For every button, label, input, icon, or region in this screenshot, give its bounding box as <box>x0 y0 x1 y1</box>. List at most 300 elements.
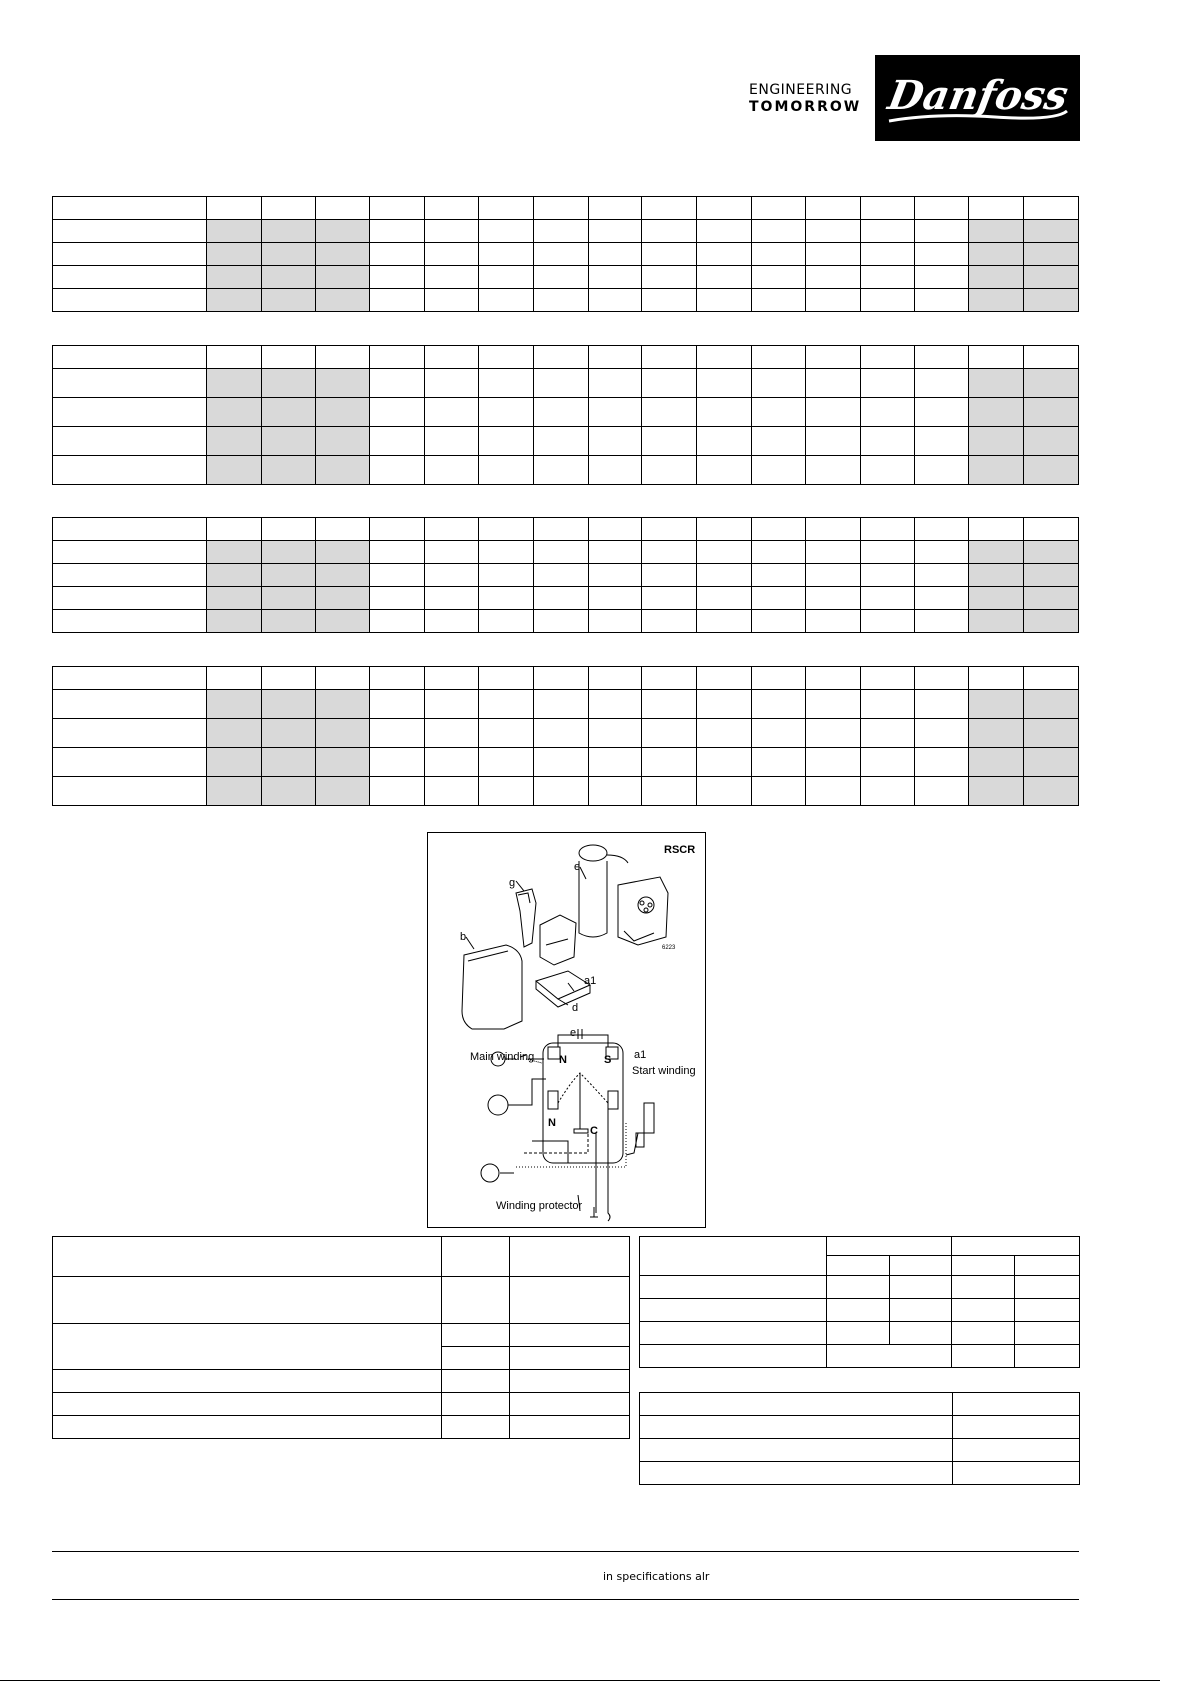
table-cell <box>752 667 806 690</box>
table-cell <box>206 197 261 220</box>
table-cell <box>478 587 533 610</box>
table-cell <box>697 369 752 398</box>
table-cell <box>860 220 915 243</box>
table-cell <box>425 541 479 564</box>
table-cell <box>425 197 479 220</box>
label-d: d <box>572 1002 579 1014</box>
table-cell <box>533 456 588 485</box>
table-cell <box>533 346 588 369</box>
table-cell <box>53 777 207 806</box>
table-cell <box>860 266 915 289</box>
table-cell <box>752 346 806 369</box>
table-cell <box>969 289 1024 312</box>
table-cell <box>315 748 370 777</box>
table-row <box>53 564 1079 587</box>
table-cell <box>206 564 261 587</box>
table-cell <box>588 346 642 369</box>
table-cell <box>969 220 1024 243</box>
table-cell <box>425 243 479 266</box>
table-cell <box>588 243 642 266</box>
table-cell <box>315 719 370 748</box>
table-cell <box>261 587 315 610</box>
table-cell <box>860 777 915 806</box>
table-cell <box>805 243 860 266</box>
table-row <box>53 748 1079 777</box>
table-cell <box>478 369 533 398</box>
table-row <box>53 719 1079 748</box>
table-cell <box>478 346 533 369</box>
table-cell <box>697 266 752 289</box>
table-cell <box>1024 667 1079 690</box>
table-cell <box>915 748 969 777</box>
table-cell <box>588 398 642 427</box>
table-cell <box>752 243 806 266</box>
table-cell <box>588 667 642 690</box>
table-cell <box>370 667 425 690</box>
table-cell <box>805 690 860 719</box>
table-row <box>53 398 1079 427</box>
table-cell <box>261 427 315 456</box>
table-cell <box>752 777 806 806</box>
table-cell <box>53 289 207 312</box>
table-cell <box>370 748 425 777</box>
table-cell <box>315 346 370 369</box>
table-cell <box>533 587 588 610</box>
table-cell <box>206 243 261 266</box>
table-cell <box>478 220 533 243</box>
table-row <box>53 777 1079 806</box>
table-cell <box>697 456 752 485</box>
terminal-n-top: N <box>559 1054 567 1066</box>
table-cell <box>588 564 642 587</box>
table-cell <box>588 610 642 633</box>
table-cell <box>425 220 479 243</box>
table-cell <box>860 398 915 427</box>
table-cell <box>588 369 642 398</box>
table-cell <box>533 777 588 806</box>
table-cell <box>805 369 860 398</box>
table-cell <box>478 427 533 456</box>
table-cell <box>588 587 642 610</box>
table-cell <box>206 748 261 777</box>
table-row <box>53 518 1079 541</box>
table-cell <box>206 427 261 456</box>
label-g: g <box>509 877 516 889</box>
table-cell <box>588 541 642 564</box>
table-cell <box>752 456 806 485</box>
table-cell <box>642 197 697 220</box>
table-cell <box>370 690 425 719</box>
table-cell <box>915 197 969 220</box>
table-cell <box>642 690 697 719</box>
table-cell <box>805 518 860 541</box>
table-cell <box>1024 289 1079 312</box>
table-cell <box>1024 587 1079 610</box>
table-cell <box>53 748 207 777</box>
table-cell <box>206 398 261 427</box>
table-cell <box>805 719 860 748</box>
table-cell <box>642 289 697 312</box>
table-cell <box>206 777 261 806</box>
table-cell <box>425 748 479 777</box>
terminal-c: C <box>590 1125 598 1137</box>
table-cell <box>915 667 969 690</box>
table-cell <box>478 243 533 266</box>
table-cell <box>261 346 315 369</box>
table-cell <box>533 541 588 564</box>
table-cell <box>805 289 860 312</box>
table-cell <box>206 690 261 719</box>
table-cell <box>752 748 806 777</box>
table-cell <box>425 610 479 633</box>
table-cell <box>805 197 860 220</box>
table-cell <box>315 398 370 427</box>
table-cell <box>915 777 969 806</box>
table-cell <box>752 587 806 610</box>
table-cell <box>805 398 860 427</box>
table-cell <box>533 564 588 587</box>
table-cell <box>805 427 860 456</box>
table-cell <box>860 197 915 220</box>
table-cell <box>588 266 642 289</box>
table-cell <box>315 243 370 266</box>
table-cell <box>1024 777 1079 806</box>
table-cell <box>315 456 370 485</box>
table-cell <box>370 719 425 748</box>
table-cell <box>588 289 642 312</box>
table-cell <box>1024 518 1079 541</box>
brand-tagline <box>749 82 861 116</box>
table-cell <box>805 777 860 806</box>
table-cell <box>425 369 479 398</box>
table-cell <box>478 690 533 719</box>
table-row <box>53 690 1079 719</box>
table-cell <box>370 456 425 485</box>
wiring-diagram-figure <box>427 832 706 1228</box>
table-cell <box>588 690 642 719</box>
table-cell <box>206 587 261 610</box>
table-cell <box>642 220 697 243</box>
table-cell <box>53 398 207 427</box>
table-cell <box>370 220 425 243</box>
table-cell <box>261 398 315 427</box>
table-cell <box>752 518 806 541</box>
table-row <box>53 587 1079 610</box>
table-cell <box>642 610 697 633</box>
table-cell <box>1024 541 1079 564</box>
label-a1-mid: a1 <box>634 1049 647 1061</box>
table-cell <box>969 690 1024 719</box>
table-cell <box>478 719 533 748</box>
table-row <box>53 197 1079 220</box>
table-cell <box>752 610 806 633</box>
table-row <box>53 456 1079 485</box>
table-cell <box>697 398 752 427</box>
data-table-1 <box>52 196 1079 312</box>
table-cell <box>697 346 752 369</box>
table-cell <box>805 748 860 777</box>
table-cell <box>642 777 697 806</box>
table-cell <box>370 587 425 610</box>
table-cell <box>206 289 261 312</box>
table-cell <box>370 610 425 633</box>
table-row <box>53 220 1079 243</box>
table-cell <box>860 667 915 690</box>
table-cell <box>533 197 588 220</box>
table-cell <box>752 398 806 427</box>
data-table-2 <box>52 345 1079 485</box>
table-cell <box>53 610 207 633</box>
table-cell <box>915 243 969 266</box>
table-cell <box>752 427 806 456</box>
table-cell <box>969 667 1024 690</box>
table-cell <box>370 197 425 220</box>
label-a1-top: a1 <box>584 975 597 987</box>
table-cell <box>588 518 642 541</box>
table-cell <box>752 220 806 243</box>
table-cell <box>315 690 370 719</box>
table-cell <box>1024 610 1079 633</box>
table-cell <box>860 610 915 633</box>
table-cell <box>315 518 370 541</box>
table-cell <box>53 564 207 587</box>
table-cell <box>315 777 370 806</box>
table-cell <box>969 266 1024 289</box>
table-cell <box>53 266 207 289</box>
table-cell <box>425 777 479 806</box>
table-cell <box>533 369 588 398</box>
data-table-4 <box>52 666 1079 806</box>
table-cell <box>969 518 1024 541</box>
table-cell <box>915 456 969 485</box>
table-cell <box>370 346 425 369</box>
table-cell <box>752 719 806 748</box>
table-cell <box>53 369 207 398</box>
table-cell <box>533 518 588 541</box>
table-cell <box>53 690 207 719</box>
table-cell <box>969 427 1024 456</box>
table-cell <box>425 456 479 485</box>
table-cell <box>805 266 860 289</box>
table-cell <box>315 541 370 564</box>
table-cell <box>642 369 697 398</box>
terminal-n-bottom: N <box>548 1117 556 1129</box>
table-cell <box>915 266 969 289</box>
table-row <box>53 289 1079 312</box>
table-cell <box>261 243 315 266</box>
table-cell <box>478 518 533 541</box>
table-cell <box>969 564 1024 587</box>
tagline-line-2: TOMORROW <box>749 99 862 115</box>
table-cell <box>969 398 1024 427</box>
table-row <box>53 266 1079 289</box>
table-cell <box>860 541 915 564</box>
table-cell <box>261 541 315 564</box>
table-cell <box>915 518 969 541</box>
table-cell <box>261 518 315 541</box>
table-cell <box>969 748 1024 777</box>
table-cell <box>1024 369 1079 398</box>
table-row <box>53 369 1079 398</box>
table-cell <box>969 456 1024 485</box>
table-cell <box>533 266 588 289</box>
table-cell <box>697 289 752 312</box>
table-cell <box>915 610 969 633</box>
table-cell <box>969 587 1024 610</box>
table-cell <box>1024 427 1079 456</box>
table-cell <box>261 748 315 777</box>
table-cell <box>752 564 806 587</box>
table-cell <box>533 398 588 427</box>
table-cell <box>805 456 860 485</box>
bottom-right-table-2 <box>639 1392 1080 1485</box>
table-cell <box>860 289 915 312</box>
tagline-line-1: ENGINEERING <box>749 82 853 98</box>
table-cell <box>642 456 697 485</box>
table-cell <box>478 456 533 485</box>
label-b: b <box>460 931 467 943</box>
table-cell <box>1024 748 1079 777</box>
table-cell <box>860 346 915 369</box>
table-cell <box>915 564 969 587</box>
table-row <box>53 667 1079 690</box>
table-row <box>53 541 1079 564</box>
table-cell <box>206 719 261 748</box>
table-cell <box>478 541 533 564</box>
table-cell <box>1024 398 1079 427</box>
table-cell <box>969 369 1024 398</box>
table-cell <box>752 289 806 312</box>
table-cell <box>53 220 207 243</box>
table-cell <box>478 289 533 312</box>
table-cell <box>533 427 588 456</box>
table-cell <box>860 564 915 587</box>
table-cell <box>370 564 425 587</box>
label-e-top: e <box>574 861 581 873</box>
table-cell <box>805 667 860 690</box>
table-cell <box>315 667 370 690</box>
table-cell <box>261 369 315 398</box>
table-cell <box>315 369 370 398</box>
table-cell <box>370 398 425 427</box>
table-cell <box>1024 243 1079 266</box>
table-cell <box>642 564 697 587</box>
table-cell <box>915 541 969 564</box>
table-cell <box>53 667 207 690</box>
table-cell <box>370 777 425 806</box>
table-cell <box>261 610 315 633</box>
table-cell <box>478 564 533 587</box>
figure-title: RSCR <box>664 844 696 856</box>
table-cell <box>642 541 697 564</box>
table-cell <box>915 346 969 369</box>
table-cell <box>697 564 752 587</box>
footer-note: in specifications alr <box>603 1570 710 1583</box>
table-cell <box>315 289 370 312</box>
label-start-winding: Start winding <box>632 1065 696 1077</box>
table-cell <box>53 719 207 748</box>
table-cell <box>478 667 533 690</box>
table-cell <box>860 587 915 610</box>
table-cell <box>370 427 425 456</box>
table-cell <box>588 197 642 220</box>
table-cell <box>697 243 752 266</box>
table-cell <box>206 220 261 243</box>
table-cell <box>588 777 642 806</box>
table-cell <box>805 610 860 633</box>
table-cell <box>478 748 533 777</box>
table-cell <box>53 346 207 369</box>
table-cell <box>642 518 697 541</box>
table-cell <box>915 398 969 427</box>
table-cell <box>206 266 261 289</box>
table-cell <box>969 541 1024 564</box>
table-cell <box>915 690 969 719</box>
table-cell <box>261 456 315 485</box>
table-cell <box>642 346 697 369</box>
table-cell <box>697 690 752 719</box>
table-cell <box>53 456 207 485</box>
footer-rule-bottom <box>52 1599 1079 1600</box>
table-cell <box>206 346 261 369</box>
table-cell <box>752 266 806 289</box>
terminal-s-top: S <box>604 1054 612 1066</box>
table-cell <box>697 518 752 541</box>
data-table-3 <box>52 517 1079 633</box>
table-cell <box>315 266 370 289</box>
table-cell <box>697 427 752 456</box>
table-cell <box>642 748 697 777</box>
table-cell <box>53 541 207 564</box>
table-cell <box>425 346 479 369</box>
table-cell <box>533 690 588 719</box>
table-cell <box>53 518 207 541</box>
table-cell <box>315 564 370 587</box>
table-cell <box>915 220 969 243</box>
table-cell <box>425 289 479 312</box>
table-cell <box>860 518 915 541</box>
table-cell <box>1024 197 1079 220</box>
table-cell <box>915 719 969 748</box>
table-cell <box>53 243 207 266</box>
table-cell <box>969 719 1024 748</box>
footer-rule-top <box>52 1551 1079 1552</box>
table-cell <box>1024 346 1079 369</box>
table-cell <box>53 427 207 456</box>
table-cell <box>478 266 533 289</box>
table-cell <box>261 719 315 748</box>
table-cell <box>969 197 1024 220</box>
table-cell <box>752 690 806 719</box>
table-cell <box>752 369 806 398</box>
table-cell <box>425 427 479 456</box>
table-cell <box>860 369 915 398</box>
table-cell <box>805 220 860 243</box>
table-cell <box>697 748 752 777</box>
table-cell <box>261 289 315 312</box>
danfoss-logo <box>875 55 1080 141</box>
table-cell <box>315 220 370 243</box>
table-cell <box>206 369 261 398</box>
table-cell <box>370 518 425 541</box>
table-cell <box>588 719 642 748</box>
table-cell <box>370 541 425 564</box>
table-cell <box>1024 719 1079 748</box>
table-cell <box>588 220 642 243</box>
bottom-left-table <box>52 1236 630 1439</box>
table-cell <box>969 610 1024 633</box>
logo-wordmark: Danfoss <box>884 72 1072 119</box>
